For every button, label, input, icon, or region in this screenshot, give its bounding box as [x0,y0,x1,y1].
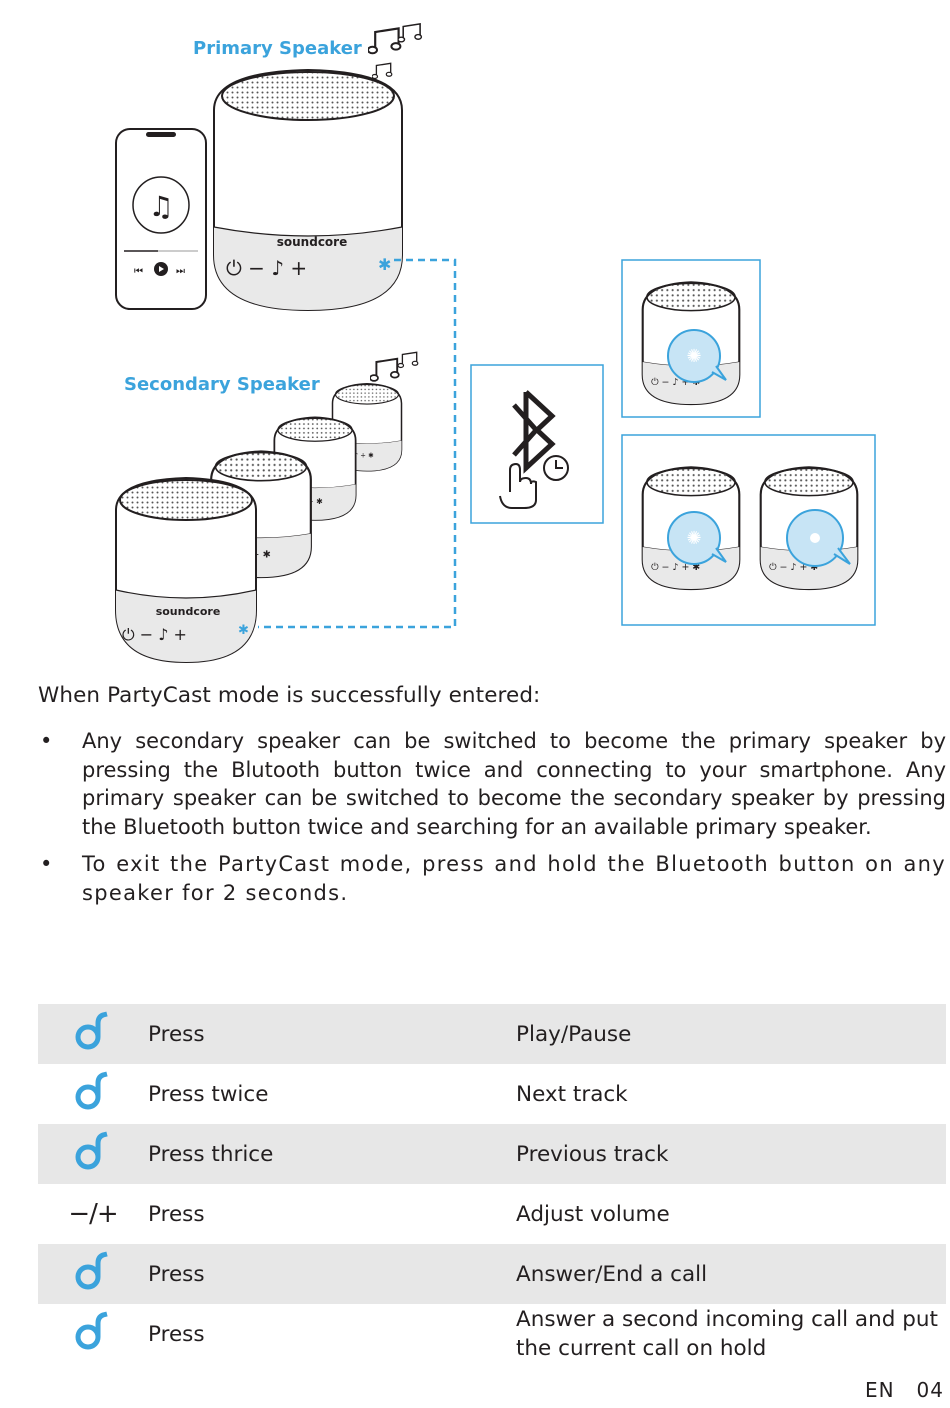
operation-cell: Press [148,1004,516,1064]
partycast-caption: When PartyCast mode is successfully entered: [38,683,541,708]
operation-cell: Press [148,1201,205,1227]
controls-table [38,1004,946,1364]
operation-cell: Press [148,1321,205,1347]
table-row [38,1184,946,1244]
table-row [38,1124,946,1184]
bullet-dot: • [40,729,53,753]
secondary-speakers [116,384,402,662]
table-row [38,1304,946,1364]
page-footer [865,1378,944,1402]
soundcore-button-icon [38,1064,148,1124]
bullet-dot: • [40,852,54,876]
svg-text:⏮: ⏮ [134,266,143,277]
svg-text:⏻ − ♪ +: ⏻ − ♪ + [122,625,187,644]
primary-speaker-label: Primary Speaker [193,38,362,59]
operation-cell: Press thrice [148,1124,516,1184]
action-cell: Next track [516,1081,628,1107]
bullet-text: Any secondary speaker can be switched to become the primary speaker by pressing the Blutooth button twice and connecting to your smartphone. Any primary speaker can be switched to become the secondary speaker by pressing the Bluetooth button twice and searching for an available primary speaker. [82,729,946,839]
action-cell: Play/Pause [516,1004,946,1064]
svg-text:soundcore: soundcore [155,605,221,618]
partycast-bullets [38,727,946,916]
svg-text:✺: ✺ [686,346,702,367]
primary-speaker [214,70,402,310]
language-code: EN [864,1378,895,1402]
smartphone-icon [116,129,206,309]
partycast-illustration [0,0,950,670]
soundcore-button-icon [38,1244,148,1304]
operation-cell: Press [148,1244,516,1304]
svg-text:♫: ♫ [148,190,174,223]
table-row [38,1004,946,1064]
bullet-text: To exit the PartyCast mode, press and hold the Bluetooth button on any speaker for 2 seconds. [82,852,946,905]
secondary-speaker-label: Secondary Speaker [124,374,320,395]
soundcore-button-icon [38,1304,148,1364]
svg-text:✱: ✱ [378,255,392,274]
bullet-item [38,727,946,841]
page-number: 04 [916,1378,944,1402]
action-cell: Answer/End a call [516,1244,946,1304]
soundcore-button-icon [38,1004,148,1064]
svg-text:⏻ − ♪ +: ⏻ − ♪ + [226,256,308,280]
action-cell: Previous track [516,1124,946,1184]
soundcore-button-icon [38,1124,148,1184]
table-row [38,1244,946,1304]
action-cell: Adjust volume [516,1201,670,1227]
bluetooth-hold-instruction [471,365,603,523]
svg-text:✱: ✱ [238,623,249,638]
svg-text:✺: ✺ [686,528,702,549]
operation-cell: Press twice [148,1081,269,1107]
table-row [38,1064,946,1124]
bullet-item [38,850,946,907]
volume-buttons-icon: −/+ [68,1199,118,1229]
action-cell: Answer a second incoming call and put the current call on hold [516,1307,938,1361]
brand-logo: soundcore [276,235,348,249]
led-indicator-panels [622,260,875,625]
svg-text:⏭: ⏭ [176,266,185,277]
